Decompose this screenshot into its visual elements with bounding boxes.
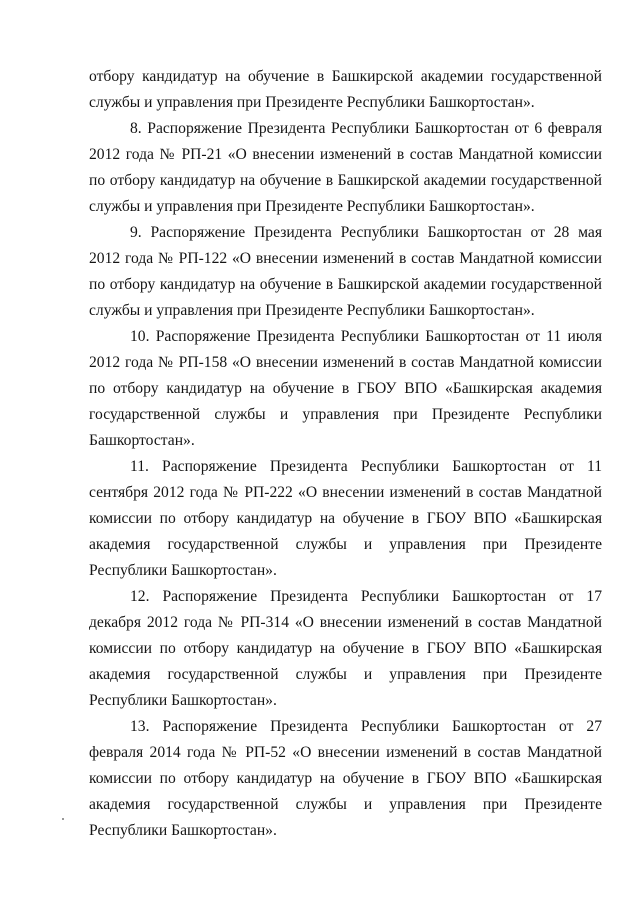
scan-speck (62, 818, 64, 820)
paragraph-item-12: 12. Распоряжение Президента Республики Башкортостан от 17 декабря 2012 года № РП-314 «О внесении изменений в состав Мандатной комиссии по отбору кандидатур на обучение в ГБОУ ВПО «Башкирская академия государственной службы и управления при Президенте Республики Башкортостан». (89, 588, 602, 709)
paragraph-item-13: 13. Распоряжение Президента Республики Башкортостан от 27 февраля 2014 года № РП-52 «О внесении изменений в состав Мандатной комиссии по отбору кандидатур на обучение в ГБОУ ВПО «Башкирская академия государственной службы и управления при Президенте Республики Башкортостан». (89, 718, 602, 839)
paragraph-item-8: 8. Распоряжение Президента Республики Башкортостан от 6 февраля 2012 года № РП-21 «О внесении изменений в состав Мандатной комиссии по отбору кандидатур на обучение в Башкирской академии государственной службы и управления при Президенте Республики Башкортостан». (89, 120, 602, 215)
document-page (89, 64, 602, 844)
paragraph-continuation: отбору кандидатур на обучение в Башкирской академии государственной службы и управления при Президенте Республики Башкортостан». (89, 68, 602, 111)
paragraph-item-9: 9. Распоряжение Президента Республики Башкортостан от 28 мая 2012 года № РП-122 «О внесении изменений в состав Мандатной комиссии по отбору кандидатур на обучение в Башкирской академии государственной службы и управления при Президенте Республики Башкортостан». (89, 224, 602, 319)
paragraph-item-10: 10. Распоряжение Президента Республики Башкортостан от 11 июля 2012 года № РП-158 «О внесении изменений в состав Мандатной комиссии по отбору кандидатур на обучение в ГБОУ ВПО «Башкирская академия государственной службы и управления при Президенте Республики Башкортостан». (89, 328, 602, 449)
paragraph-item-11: 11. Распоряжение Президента Республики Башкортостан от 11 сентября 2012 года № РП-222 «О внесении изменений в состав Мандатной комиссии по отбору кандидатур на обучение в ГБОУ ВПО «Башкирская академия государственной службы и управления при Президенте Республики Башкортостан». (89, 458, 602, 579)
